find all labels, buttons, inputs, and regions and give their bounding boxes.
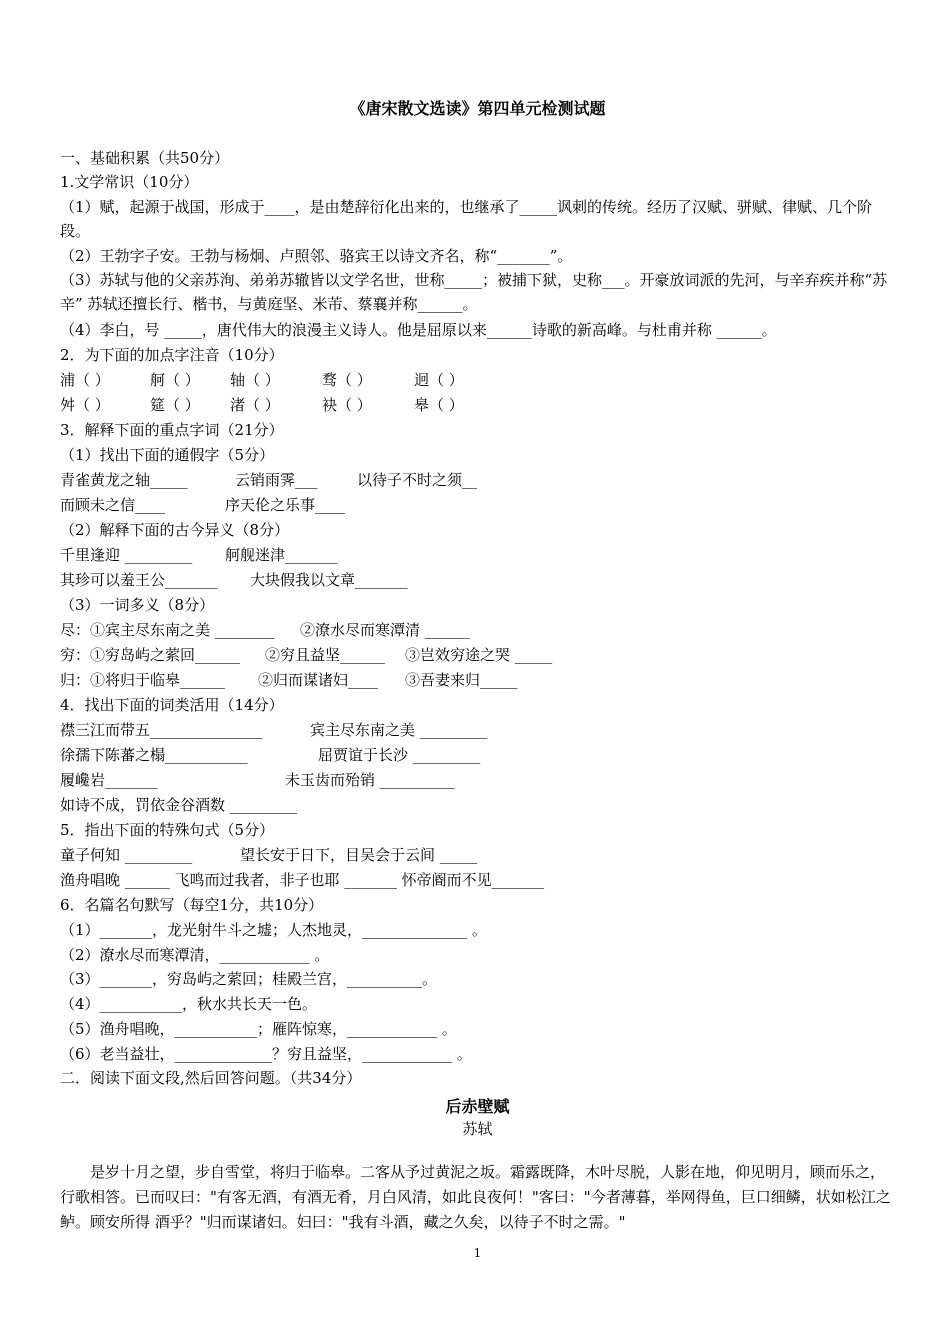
- sub-question-heading: （1）找出下面的通假字（5分）: [60, 446, 275, 464]
- page-number: 1: [473, 1246, 482, 1260]
- item-row: [60, 718, 895, 742]
- document-title: 《唐宋散文选读》第四单元检测试题: [349, 99, 606, 118]
- pinyin-item: 迥（ ）: [414, 371, 464, 389]
- pinyin-row: [60, 368, 895, 392]
- item-row: [60, 568, 895, 592]
- pinyin-item: 浦（ ）: [60, 371, 110, 389]
- pinyin-item: 骛（ ）: [322, 371, 372, 389]
- item-row: [60, 668, 895, 692]
- item: ③吾妻来归_____: [405, 671, 518, 689]
- item: 以待子不时之须__: [357, 471, 478, 489]
- item: 其珍可以羞王公_______: [60, 571, 218, 589]
- item: 尽：①宾主尽东南之美 ________: [60, 621, 275, 639]
- document-page: [60, 0, 895, 1344]
- item: ②穷且益坚______: [265, 646, 386, 664]
- pinyin-item: 筵（ ）: [150, 396, 200, 414]
- item: 千里逢迎 _________: [60, 546, 193, 564]
- item-row: （5）渔舟唱晚，___________；雁阵惊寒，____________ 。: [60, 1020, 457, 1038]
- question-heading: 6．名篇名句默写（每空1分，共10分）: [60, 896, 324, 914]
- item: ②归而谋诸妇____: [258, 671, 379, 689]
- sub-question-heading: （2）解释下面的古今异义（8分）: [60, 521, 290, 539]
- pinyin-item: 皋（ ）: [414, 396, 464, 414]
- item-row: 如诗不成，罚依金谷酒数 _________: [60, 796, 298, 814]
- item: 而顾未之信____: [60, 496, 166, 514]
- item: 襟三江而带五_______________: [60, 721, 263, 739]
- item: 徐孺下陈蕃之榻___________: [60, 746, 248, 764]
- question-text: （4）李白，号 _____，唐代伟大的浪漫主义诗人。他是屈原以来______诗歌的新高峰。与杜甫并称 ______。: [60, 321, 777, 339]
- pinyin-item: 轴（ ）: [230, 371, 280, 389]
- item: ②潦水尽而寒潭清 ______: [300, 621, 470, 639]
- item-row: （1）_______，龙光射牛斗之墟；人杰地灵，______________ 。: [60, 921, 487, 939]
- item-row: [60, 493, 895, 517]
- item-row: [60, 468, 895, 492]
- essay-paragraph: 是岁十月之望，步自雪堂，将归于临皋。二客从予过黄泥之坂。霜露既降，木叶尽脱，人影在地，仰见明月，顾而乐之，行歌相答。已而叹曰："有客无酒，有酒无肴，月白风清，如此良夜何！"客曰："今者薄暮，举网得鱼，巨口细鳞，状如松江之鲈。顾安所得 酒乎？"归而谋诸妇。妇曰："我有斗酒，藏之久矣，以待子不时之需。": [60, 1163, 891, 1231]
- section-heading: 一、基础积累（共50分）: [60, 149, 230, 167]
- pinyin-item: 舛（ ）: [60, 396, 110, 414]
- pinyin-row: [60, 393, 895, 417]
- item: 童子何知 _________: [60, 846, 193, 864]
- item: ③岂效穷途之哭 _____: [405, 646, 553, 664]
- question-heading: 3．解释下面的重点字词（21分）: [60, 421, 284, 439]
- pinyin-item: 袂（ ）: [322, 396, 372, 414]
- item-row: [60, 543, 895, 567]
- item: 未玉齿而殆销 __________: [285, 771, 455, 789]
- item-row: [60, 768, 895, 792]
- essay-title: 后赤壁赋: [445, 1097, 510, 1116]
- question-text: （3）苏轼与他的父亲苏洵、弟弟苏辙皆以文学名世，世称_____；被捕下狱，史称___。开豪放词派的先河，与辛弃疾并称“苏辛” 苏轼还擅长行、楷书，与黄庭坚、米芾、蔡襄并称______。: [60, 271, 888, 313]
- item-row: [60, 618, 895, 642]
- item-row: [60, 643, 895, 667]
- item-row: （3）_______，穷岛屿之萦回；桂殿兰宫，__________。: [60, 970, 438, 988]
- question-text: （2）王勃字子安。王勃与杨炯、卢照邻、骆宾王以诗文齐名，称“_______”。: [60, 247, 573, 265]
- item-row: 渔舟唱晚 ______ 飞鸣而过我者，非子也耶 _______ 怀帝阍而不见_______: [60, 871, 545, 889]
- section-heading: 二．阅读下面文段,然后回答问题。（共34分）: [60, 1069, 362, 1087]
- item: 归：①将归于临皋______: [60, 671, 226, 689]
- question-heading: 4．找出下面的词类活用（14分）: [60, 696, 284, 714]
- item-row: [60, 743, 895, 767]
- item-row: （6）老当益壮，_____________？穷且益坚，____________ 。: [60, 1045, 472, 1063]
- question-text: （1）赋，起源于战国，形成于____，是由楚辞衍化出来的，也继承了_____讽刺的传统。经历了汉赋、骈赋、律赋、几个阶段。: [60, 198, 873, 240]
- sub-question-heading: （3）一词多义（8分）: [60, 596, 215, 614]
- item: 穷：①穷岛屿之萦回______: [60, 646, 241, 664]
- item: 青雀黄龙之轴_____: [60, 471, 188, 489]
- item-row: （2）潦水尽而寒潭清，____________ 。: [60, 946, 330, 964]
- pinyin-item: 渚（ ）: [230, 396, 280, 414]
- item: 舸舰迷津_______: [225, 546, 338, 564]
- item: 序天伦之乐事____: [225, 496, 346, 514]
- item: 大块假我以文章_______: [250, 571, 408, 589]
- item: 宾主尽东南之美 _________: [310, 721, 488, 739]
- question-heading: 1.文学常识（10分）: [60, 173, 199, 191]
- item: 履巉岩_______: [60, 771, 158, 789]
- item: 屈贾谊于长沙 _________: [318, 746, 481, 764]
- item: 望长安于日下，目吴会于云间 _____: [240, 846, 478, 864]
- pinyin-item: 舸（ ）: [150, 371, 200, 389]
- item-row: [60, 843, 895, 867]
- item: 云销雨霁___: [235, 471, 318, 489]
- question-heading: 2．为下面的加点字注音（10分）: [60, 346, 284, 364]
- item-row: （4）___________，秋水共长天一色。: [60, 995, 318, 1013]
- essay-author: 苏轼: [462, 1120, 493, 1138]
- question-heading: 5．指出下面的特殊句式（5分）: [60, 821, 275, 839]
